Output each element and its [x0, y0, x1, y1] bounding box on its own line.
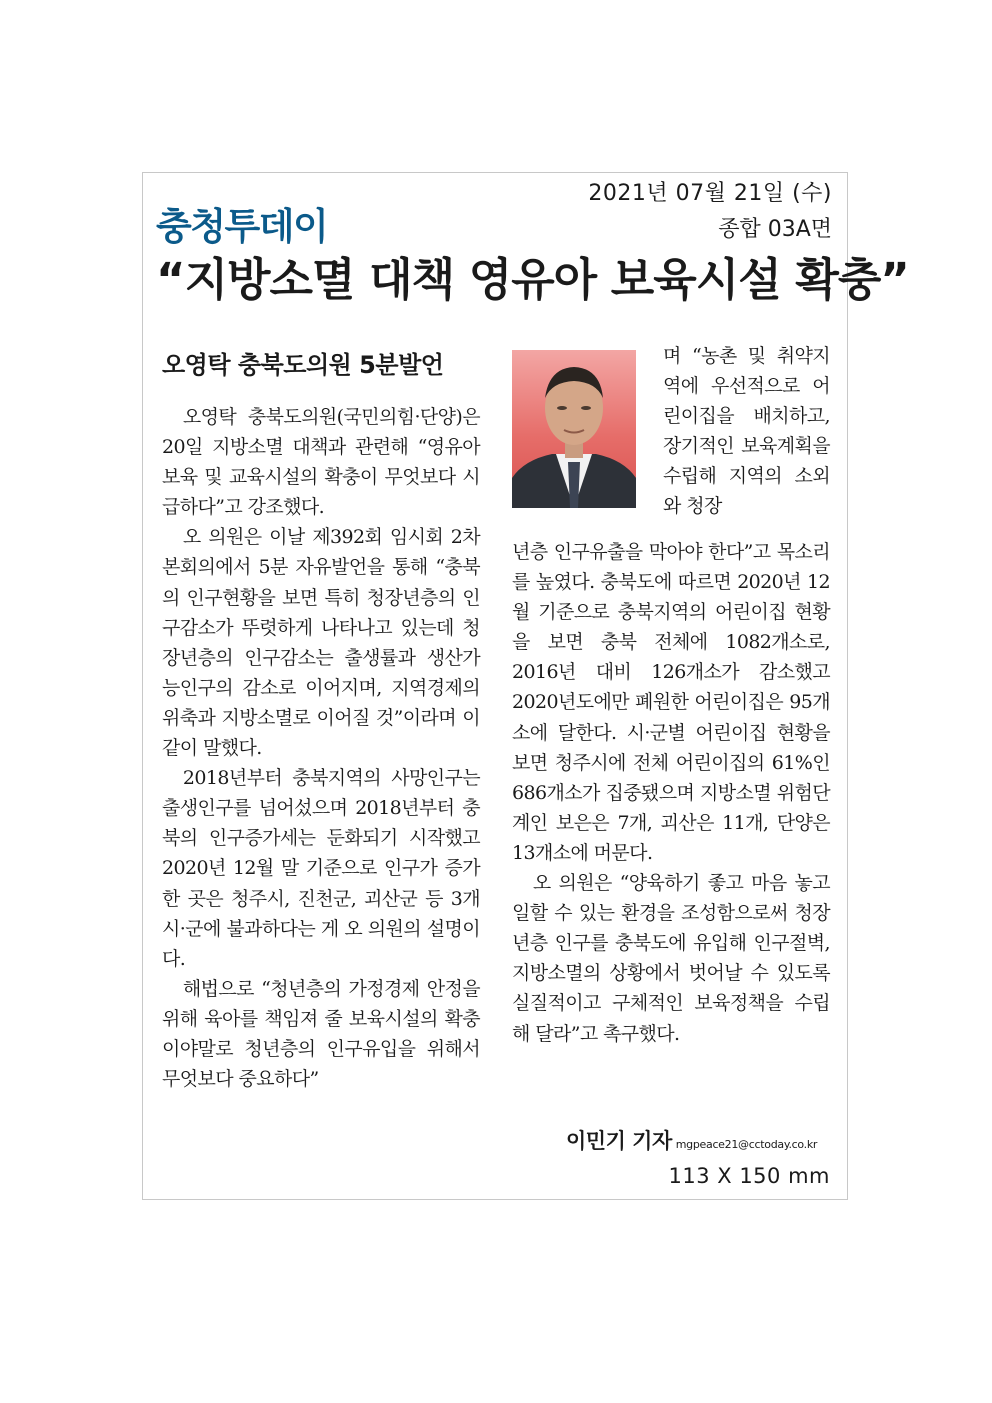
reporter-email: mgpeace21@cctoday.co.kr	[675, 1138, 818, 1151]
article-body-right-top	[663, 341, 830, 522]
body-paragraph: 년층 인구유출을 막아야 한다”고 목소리를 높였다. 충북도에 따르면 2020년 12월 기준으로 충북지역의 어린이집 현황을 보면 충북 전체에 1082개소로, 2016년 대비 126개소가 감소했고 2020년도에만 폐원한 어린이집은 95개소에 달한다. 시·군별 어린이집 현황을 보면 청주시에 전체 어린이집의 61%인 686개소가 집중됐으며 지방소멸 위험단계인 보은은 7개, 괴산은 11개, 단양은 13개소에 머문다.	[512, 541, 830, 864]
article-body-left	[162, 402, 480, 1094]
portrait-image	[512, 350, 636, 508]
reporter-byline	[566, 1125, 817, 1155]
clipping-size: 113 X 150 mm	[668, 1164, 830, 1188]
body-paragraph: 오 의원은 “양육하기 좋고 마음 놓고 일할 수 있는 환경을 조성함으로써 청장년층 인구를 충북도에 유입해 인구절벽, 지방소멸의 상황에서 벗어날 수 있도록 실질적이고 구체적인 보육정책을 수립해 달라”고 촉구했다.	[512, 872, 830, 1045]
body-paragraph: 며 “농촌 및 취약지역에 우선적으로 어린이집을 배치하고, 장기적인 보육계획을 수립해 지역의 소외와 청장	[663, 345, 830, 518]
article-headline: “지방소멸 대책 영유아 보육시설 확충”	[156, 253, 909, 306]
reporter-name: 이민기 기자	[566, 1129, 672, 1153]
article-subheadline: 오영탁 충북도의원 5분발언	[162, 351, 444, 379]
page-section: 종합 03A면	[718, 217, 832, 242]
body-paragraph: 오 의원은 이날 제392회 임시회 2차 본회의에서 5분 자유발언을 통해 “충북의 인구현황을 보면 특히 청장년층의 인구감소가 뚜렷하게 나타나고 있는데 청장년층의 인구감소는 출생률과 생산가능인구의 감소로 이어지며, 지역경제의 위축과 지방소멸로 이어질 것”이라며 이같이 말했다.	[162, 526, 480, 760]
body-paragraph: 해법으로 “청년층의 가정경제 안정을 위해 육아를 책임져 줄 보육시설의 확충이야말로 청년층의 인구유입을 위해서 무엇보다 중요하다”	[162, 977, 480, 1091]
newspaper-logo: 충청투데이	[156, 205, 328, 248]
body-paragraph: 오영탁 충북도의원(국민의힘·단양)은 20일 지방소멸 대책과 관련해 “영유아 보육 및 교육시설의 확충이 무엇보다 시급하다”고 강조했다.	[162, 406, 480, 519]
article-body-right-bottom	[512, 537, 830, 1049]
publication-date: 2021년 07월 21일 (수)	[588, 181, 832, 206]
councilor-photo	[512, 350, 636, 508]
body-paragraph: 2018년부터 충북지역의 사망인구는 출생인구를 넘어섰으며 2018년부터 충북의 인구증가세는 둔화되기 시작했고 2020년 12월 말 기준으로 인구가 증가한 곳은 청주시, 진천군, 괴산군 등 3개 시·군에 불과하다는 게 오 의원의 설명이다.	[162, 767, 480, 970]
